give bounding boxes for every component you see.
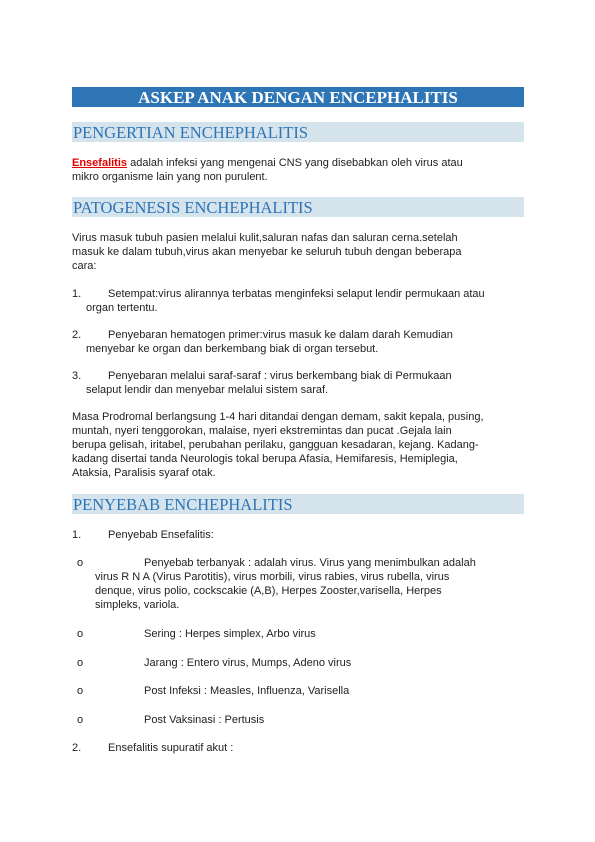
- list-number: 1.: [72, 288, 82, 300]
- patogenesis-para-4: kadang disertai tanda Neurologis tokal berupa Afasia, Hemifaresis, Hemiplegia,: [72, 453, 458, 465]
- bullet-item-cont: simpleks, variola.: [95, 599, 180, 611]
- bullet-marker: o: [77, 714, 84, 726]
- list-number: 3.: [72, 370, 82, 382]
- pengertian-line-1: [72, 156, 463, 170]
- list-number: 2.: [72, 329, 82, 341]
- section-heading-pengertian: PENGERTIAN ENCHEPHALITIS: [72, 122, 524, 142]
- list-item-cont: organ tertentu.: [86, 302, 158, 314]
- patogenesis-para-5: Ataksia, Paralisis syaraf otak.: [72, 467, 216, 479]
- bullet-marker: o: [77, 657, 84, 669]
- patogenesis-para-3: berupa gelisah, iritabel, perubahan perilaku, gangguan kesadaran, kejang. Kadang-: [72, 439, 479, 451]
- list-number: 2.: [72, 742, 82, 754]
- section-heading-patogenesis: PATOGENESIS ENCHEPHALITIS: [72, 197, 524, 217]
- list-item: Setempat:virus alirannya terbatas menginfeksi selaput lendir permukaan atau: [108, 288, 485, 300]
- bullet-marker: o: [77, 628, 84, 640]
- pengertian-text: adalah infeksi yang mengenai CNS yang disebabkan oleh virus atau: [127, 157, 463, 169]
- patogenesis-para-2: muntah, nyeri tenggorokan, malaise, nyeri ekstremintas dan pucat .Gejala lain: [72, 425, 452, 437]
- bullet-item: Jarang : Entero virus, Mumps, Adeno virus: [144, 657, 352, 669]
- patogenesis-para-1: Masa Prodromal berlangsung 1-4 hari ditandai dengan demam, sakit kepala, pusing,: [72, 411, 484, 423]
- list-item: Penyebab Ensefalitis:: [108, 529, 214, 541]
- patogenesis-intro-2: masuk ke dalam tubuh,virus akan menyebar ke seluruh tubuh dengan beberapa: [72, 246, 462, 258]
- bullet-marker: o: [77, 685, 84, 697]
- section-heading-penyebab: PENYEBAB ENCHEPHALITIS: [72, 494, 524, 514]
- list-number: 1.: [72, 529, 82, 541]
- list-item: Penyebaran hematogen primer:virus masuk ke dalam darah Kemudian: [108, 329, 453, 341]
- pengertian-line-2: mikro organisme lain yang non purulent.: [72, 171, 268, 183]
- bullet-item: Post Infeksi : Measles, Influenza, Varisella: [144, 685, 350, 697]
- bullet-item-cont: denque, virus polio, cockscakie (A,B), Herpes Zooster,varisella, Herpes: [95, 585, 442, 597]
- bullet-item: Sering : Herpes simplex, Arbo virus: [144, 628, 316, 640]
- bullet-item-cont: virus R N A (Virus Parotitis), virus morbili, virus rabies, virus rubella, virus: [95, 571, 450, 583]
- page-title: ASKEP ANAK DENGAN ENCEPHALITIS: [72, 87, 524, 107]
- bullet-marker: o: [77, 557, 84, 569]
- list-item: Ensefalitis supuratif akut :: [108, 742, 234, 754]
- bullet-item: Post Vaksinasi : Pertusis: [144, 714, 265, 726]
- list-item-cont: menyebar ke organ dan berkembang biak di organ tersebut.: [86, 343, 379, 355]
- bullet-item: Penyebab terbanyak : adalah virus. Virus yang menimbulkan adalah: [144, 557, 476, 569]
- patogenesis-intro-3: cara:: [72, 260, 97, 272]
- term-ensefalitis: Ensefalitis: [72, 157, 128, 169]
- patogenesis-intro-1: Virus masuk tubuh pasien melalui kulit,saluran nafas dan saluran cerna.setelah: [72, 232, 458, 244]
- list-item-cont: selaput lendir dan menyebar melalui sistem saraf.: [86, 384, 329, 396]
- list-item: Penyebaran melalui saraf-saraf : virus berkembang biak di Permukaan: [108, 370, 452, 382]
